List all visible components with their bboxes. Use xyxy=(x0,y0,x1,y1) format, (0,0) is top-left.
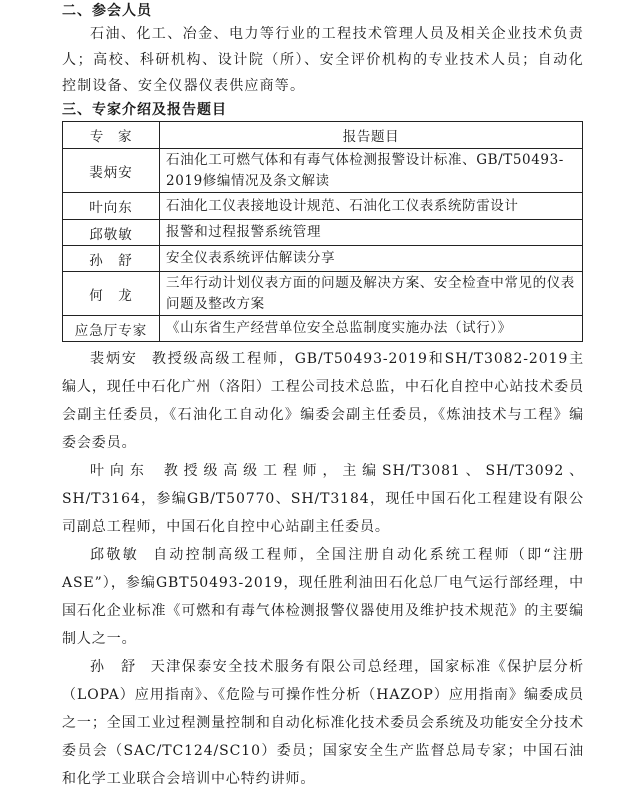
bio-text: 自动控制高级工程师，全国注册自动化系统工程师（即“注册ASE”），参编GBT50493-2019，现任胜利油田石化总厂电气运行部经理，中国石化企业标准《可燃和有毒气体检测报警仪器使用及维护技术规范》的主要编制人之一。 xyxy=(62,547,584,647)
section-2-body xyxy=(62,21,584,99)
bio-paragraph xyxy=(62,345,584,457)
bio-paragraph xyxy=(62,653,584,793)
table-row xyxy=(63,149,583,193)
attendees-paragraph: 石油、化工、冶金、电力等行业的工程技术管理人员及相关企业技术负责人；高校、科研机构、设计院（所）、安全评价机构的专业技术人员；自动化控制设备、安全仪器仪表供应商等。 xyxy=(62,26,584,94)
bio-text: 教授级高级工程师，主编SH/T3081、SH/T3092、SH/T3164，参编GB/T50770、SH/T3184，现任中国石化工程建设有限公司副总工程师，中国石化自控中心站副主任委员。 xyxy=(62,463,584,535)
expert-name: 何 龙 xyxy=(63,272,160,316)
table-row xyxy=(63,193,583,220)
bio-name: 叶向东 xyxy=(90,463,150,479)
report-topic: 三年行动计划仪表方面的问题及解决方案、安全检查中常见的仪表问题及整改方案 xyxy=(160,272,583,316)
expert-bios xyxy=(62,345,584,793)
bio-paragraph xyxy=(62,541,584,653)
expert-name: 邱敬敏 xyxy=(63,220,160,246)
bio-name: 邱敬敏 xyxy=(90,547,140,563)
table-row xyxy=(63,220,583,246)
report-topic: 石油化工仪表接地设计规范、石油化工仪表系统防雷设计 xyxy=(160,193,583,220)
report-topic: 安全仪表系统评估解读分享 xyxy=(160,246,583,272)
bio-name: 裴炳安 xyxy=(90,351,138,367)
bio-text: 天津保泰安全技术服务有限公司总经理，国家标准《保护层分析（LOPA）应用指南》、《危险与可操作性分析（HAZOP）应用指南》编委成员之一；全国工业过程测量控制和自动化标准化技术委员会系统及功能安全分技术委员会（SAC/TC124/SC10）委员；国家安全生产监督总局专家；中国石油和化学工业联合会培训中心特约讲师。 xyxy=(62,659,584,787)
expert-name: 孙 舒 xyxy=(63,246,160,272)
table-row xyxy=(63,246,583,272)
experts-table xyxy=(62,121,583,342)
bio-paragraph xyxy=(62,457,584,541)
header-expert: 专 家 xyxy=(63,122,160,149)
section-3-heading: 三、专家介绍及报告题目 xyxy=(62,102,227,118)
report-topic: 《山东省生产经营单位安全总监制度实施办法（试行）》 xyxy=(160,316,583,342)
header-topic: 报告题目 xyxy=(160,122,583,149)
expert-name: 应急厅专家 xyxy=(63,316,160,342)
table-row xyxy=(63,316,583,342)
report-topic: 石油化工可燃气体和有毒气体检测报警设计标准、GB/T50493-2019修编情况及条文解读 xyxy=(160,149,583,193)
bio-name: 孙 舒 xyxy=(90,659,137,675)
table-row xyxy=(63,272,583,316)
expert-name: 裴炳安 xyxy=(63,149,160,193)
section-2-heading: 二、参会人员 xyxy=(62,3,152,19)
table-header-row xyxy=(63,122,583,149)
bio-text: 教授级高级工程师，GB/T50493-2019和SH/T3082-2019主编人，现任中石化广州（洛阳）工程公司技术总监，中石化自控中心站技术委员会副主任委员，《石油化工自动化》编委会副主任委员，《炼油技术与工程》编委会委员。 xyxy=(62,351,584,451)
expert-name: 叶向东 xyxy=(63,193,160,220)
report-topic: 报警和过程报警系统管理 xyxy=(160,220,583,246)
